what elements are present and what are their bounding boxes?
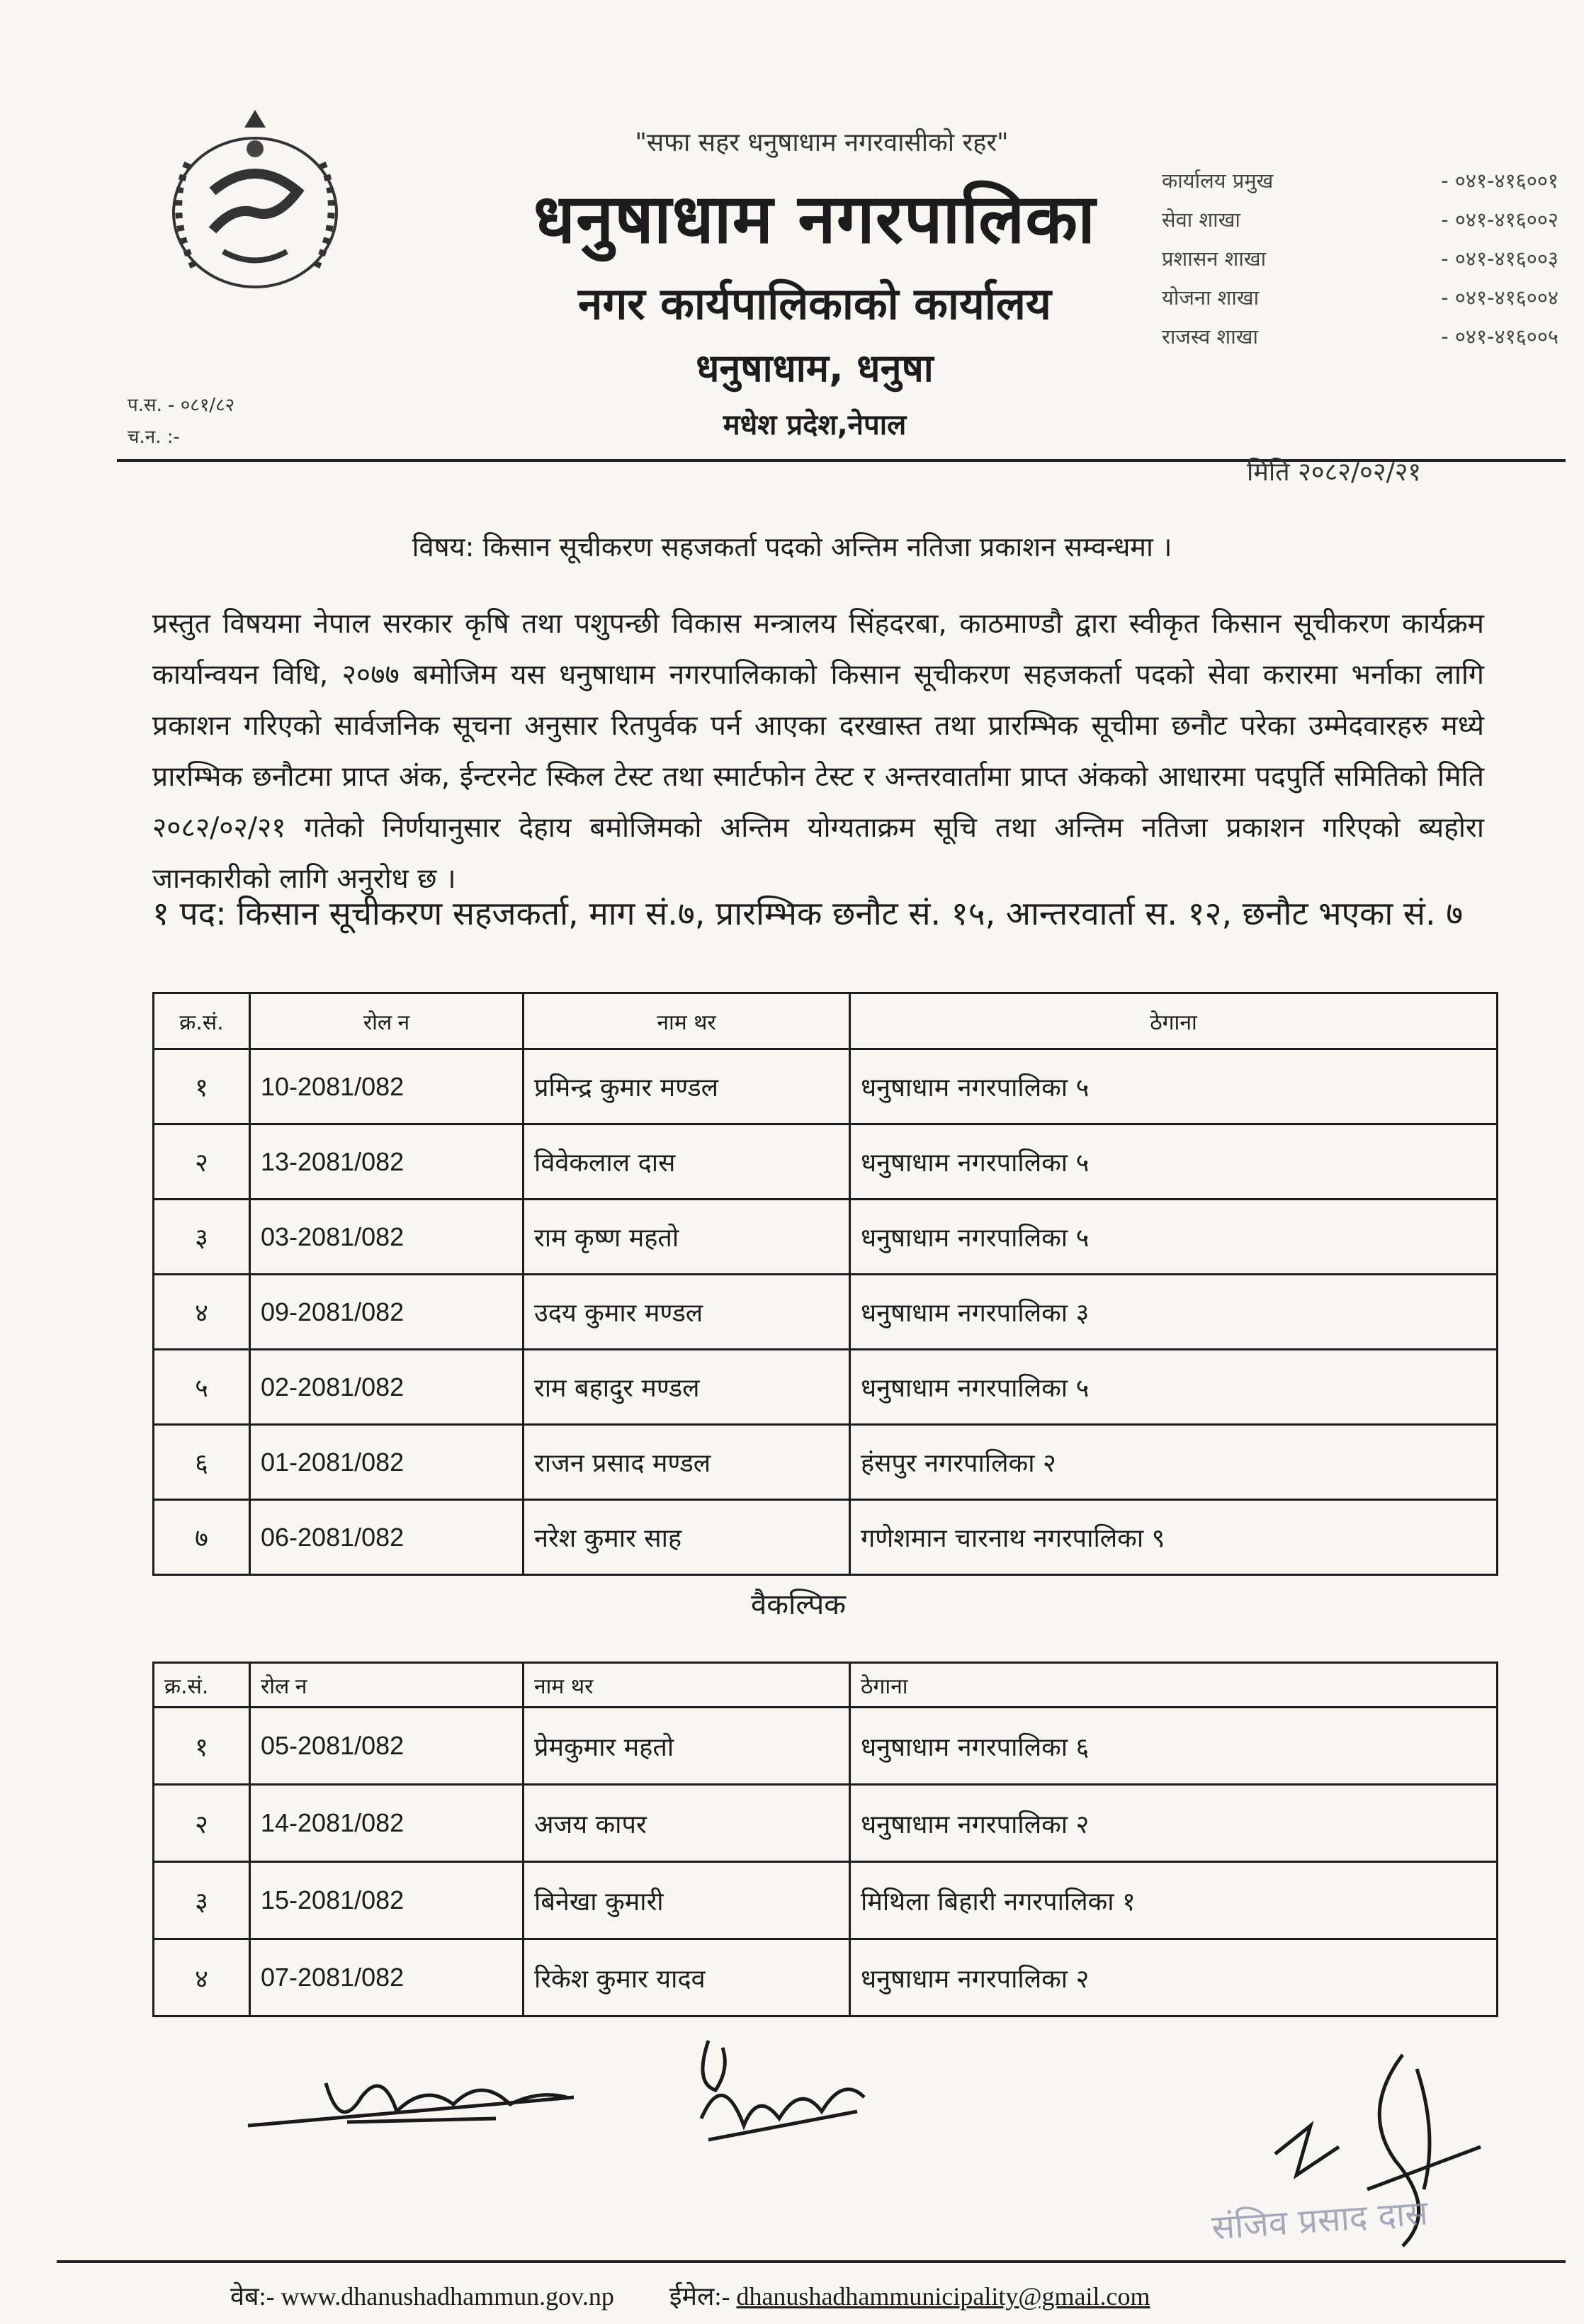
cell-name: राम बहादुर मण्डल	[524, 1350, 850, 1425]
contact-row	[1162, 167, 1558, 205]
contact-label: प्रशासन शाखा	[1162, 247, 1267, 271]
contact-row	[1162, 205, 1558, 244]
cell-address: धनुषाधाम नगरपालिका ३	[850, 1275, 1498, 1350]
cell-address: धनुषाधाम नगरपालिका ५	[850, 1350, 1498, 1425]
cell-address: गणेशमान चारनाथ नगरपालिका ९	[850, 1500, 1498, 1575]
col-header-serial: क्र.सं.	[154, 1663, 250, 1708]
table-row	[154, 1425, 1498, 1500]
contact-label: राजस्व शाखा	[1162, 325, 1258, 349]
table-header-row	[154, 1663, 1498, 1708]
cell-serial: ३	[154, 1200, 250, 1275]
cell-name: प्रेमकुमार महतो	[524, 1708, 850, 1785]
cell-roll: 09-2081/082	[250, 1275, 524, 1350]
cell-address: धनुषाधाम नगरपालिका ५	[850, 1200, 1498, 1275]
contact-list	[1162, 167, 1558, 361]
contact-phone: - ०४१-४१६००४	[1441, 286, 1558, 310]
cell-roll: 13-2081/082	[250, 1124, 524, 1200]
cell-name: रिकेश कुमार यादव	[524, 1939, 850, 2016]
cell-address: धनुषाधाम नगरपालिका ६	[850, 1708, 1498, 1785]
contact-label: कार्यालय प्रमुख	[1162, 169, 1274, 193]
alternate-list-table	[152, 1662, 1498, 2017]
contact-label: सेवा शाखा	[1162, 208, 1240, 232]
table-row	[154, 1708, 1498, 1785]
cell-serial: २	[154, 1124, 250, 1200]
cell-roll: 10-2081/082	[250, 1049, 524, 1124]
dispatch-number: च.न. :-	[128, 427, 180, 448]
table-row	[154, 1500, 1498, 1575]
contact-phone: - ०४१-४१६००१	[1441, 169, 1558, 193]
cell-name: बिनेखा कुमारी	[524, 1862, 850, 1939]
cell-serial: ४	[154, 1275, 250, 1350]
footer-divider	[57, 2260, 1566, 2263]
cell-serial: २	[154, 1785, 250, 1862]
contact-label: योजना शाखा	[1162, 286, 1260, 310]
contact-row	[1162, 244, 1558, 283]
cell-serial: १	[154, 1049, 250, 1124]
cell-address: धनुषाधाम नगरपालिका ५	[850, 1124, 1498, 1200]
cell-serial: ७	[154, 1500, 250, 1575]
slogan: "सफा सहर धनुषाधाम नगरवासीको रहर"	[635, 128, 1009, 157]
cell-serial: ४	[154, 1939, 250, 2016]
cell-roll: 15-2081/082	[250, 1862, 524, 1939]
cell-roll: 02-2081/082	[250, 1350, 524, 1425]
cell-name: प्रमिन्द्र कुमार मण्डल	[524, 1049, 850, 1124]
contact-phone: - ०४१-४१६००२	[1441, 208, 1558, 232]
table-row	[154, 1939, 1498, 2016]
cell-name: उदय कुमार मण्डल	[524, 1275, 850, 1350]
subject-line: विषय: किसान सूचीकरण सहजकर्ता पदको अन्तिम नतिजा प्रकाशन सम्वन्धमा ।	[412, 531, 1172, 563]
cell-name: विवेकलाल दास	[524, 1124, 850, 1200]
signature-2	[680, 2026, 878, 2154]
cell-roll: 05-2081/082	[250, 1708, 524, 1785]
cell-serial: ५	[154, 1350, 250, 1425]
official-stamp: संजिव प्रसाद दास	[1210, 2193, 1430, 2248]
municipality-name: धनुषाधाम नगरपालिका	[533, 179, 1096, 259]
table-row	[154, 1350, 1498, 1425]
cell-address: धनुषाधाम नगरपालिका ५	[850, 1049, 1498, 1124]
cell-serial: ३	[154, 1862, 250, 1939]
table-row	[154, 1275, 1498, 1350]
letter-date: मिति २०८२/०२/२१	[1247, 458, 1422, 487]
table-header-row	[154, 993, 1498, 1049]
post-details: १ पद: किसान सूचीकरण सहजकर्ता, माग सं.७, प्रारम्भिक छनौट सं. १५, आन्तरवार्ता स. १२, छनौट भएका सं. ७	[152, 894, 1464, 932]
office-location: धनुषाधाम, धनुषा	[696, 346, 934, 390]
final-results-table	[152, 992, 1498, 1576]
email-label: ईमेल:-	[669, 2282, 730, 2311]
cell-roll: 01-2081/082	[250, 1425, 524, 1500]
cell-name: अजय कापर	[524, 1785, 850, 1862]
contact-row	[1162, 322, 1558, 361]
col-header-roll: रोल न	[250, 993, 524, 1049]
cell-serial: १	[154, 1708, 250, 1785]
cell-roll: 14-2081/082	[250, 1785, 524, 1862]
contact-phone: - ०४१-४१६००३	[1441, 247, 1558, 271]
office-name: नगर कार्यपालिकाको कार्यालय	[578, 278, 1051, 329]
table-row	[154, 1862, 1498, 1939]
cell-name: राजन प्रसाद मण्डल	[524, 1425, 850, 1500]
col-header-serial: क्र.सं.	[154, 993, 250, 1049]
cell-roll: 06-2081/082	[250, 1500, 524, 1575]
cell-roll: 07-2081/082	[250, 1939, 524, 2016]
signature-1	[241, 2055, 595, 2140]
government-emblem-logo	[145, 106, 365, 312]
email-link[interactable]: dhanushadhammunicipality@gmail.com	[736, 2282, 1150, 2311]
cell-name: नरेश कुमार साह	[524, 1500, 850, 1575]
contact-row	[1162, 283, 1558, 322]
reference-number: प.स. - ०८१/८२	[128, 395, 235, 416]
col-header-address: ठेगाना	[850, 1663, 1498, 1708]
table-row	[154, 1200, 1498, 1275]
alternate-list-title: वैकल्पिक	[751, 1589, 846, 1621]
cell-roll: 03-2081/082	[250, 1200, 524, 1275]
table-row	[154, 1124, 1498, 1200]
cell-address: हंसपुर नगरपालिका २	[850, 1425, 1498, 1500]
footer-contact	[230, 2278, 1150, 2313]
col-header-roll: रोल न	[250, 1663, 524, 1708]
cell-address: धनुषाधाम नगरपालिका २	[850, 1785, 1498, 1862]
website-link[interactable]: www.dhanushadhammun.gov.np	[281, 2282, 614, 2311]
col-header-name: नाम थर	[524, 1663, 850, 1708]
table-row	[154, 1049, 1498, 1124]
contact-phone: - ०४१-४१६००५	[1441, 325, 1558, 349]
cell-address: धनुषाधाम नगरपालिका २	[850, 1939, 1498, 2016]
reference-block	[128, 390, 234, 453]
cell-address: मिथिला बिहारी नगरपालिका १	[850, 1862, 1498, 1939]
cell-name: राम कृष्ण महतो	[524, 1200, 850, 1275]
col-header-name: नाम थर	[524, 993, 850, 1049]
table-row	[154, 1785, 1498, 1862]
province: मधेश प्रदेश,नेपाल	[723, 409, 907, 441]
col-header-address: ठेगाना	[850, 993, 1498, 1049]
web-label: वेब:-	[230, 2282, 275, 2311]
body-paragraph: प्रस्तुत विषयमा नेपाल सरकार कृषि तथा पशुपन्छी विकास मन्त्रालय सिंहदरबा, काठमाण्डौ द्वारा स्वीकृत किसान सूचीकरण कार्यक्रम कार्यान्वयन विधि, २०७७ बमोजिम यस धनुषाधाम नगरपालिकाको किसान सूचीकरण सहजकर्ता पदको सेवा करारमा भर्नाका लागि प्रकाशन गरिएको सार्वजनिक सूचना अनुसार रितपुर्वक पर्न आएका दरखास्त तथा प्रारम्भिक सूचीमा छनौट परेका उम्मेदवारहरु मध्ये प्रारम्भिक छनौटमा प्राप्त अंक, ईन्टरनेट स्किल टेस्ट तथा स्मार्टफोन टेस्ट र अन्तरवार्तामा प्राप्त अंकको आधारमा पदपुर्ति समितिको मिति २०८२/०२/२१ गतेको निर्णयानुसार देहाय बमोजिमको अन्तिम योग्यताक्रम सूचि तथा अन्तिम नतिजा प्रकाशन गरिएको ब्यहोरा जानकारीको लागि अनुरोध छ ।	[152, 608, 1484, 895]
cell-serial: ६	[154, 1425, 250, 1500]
